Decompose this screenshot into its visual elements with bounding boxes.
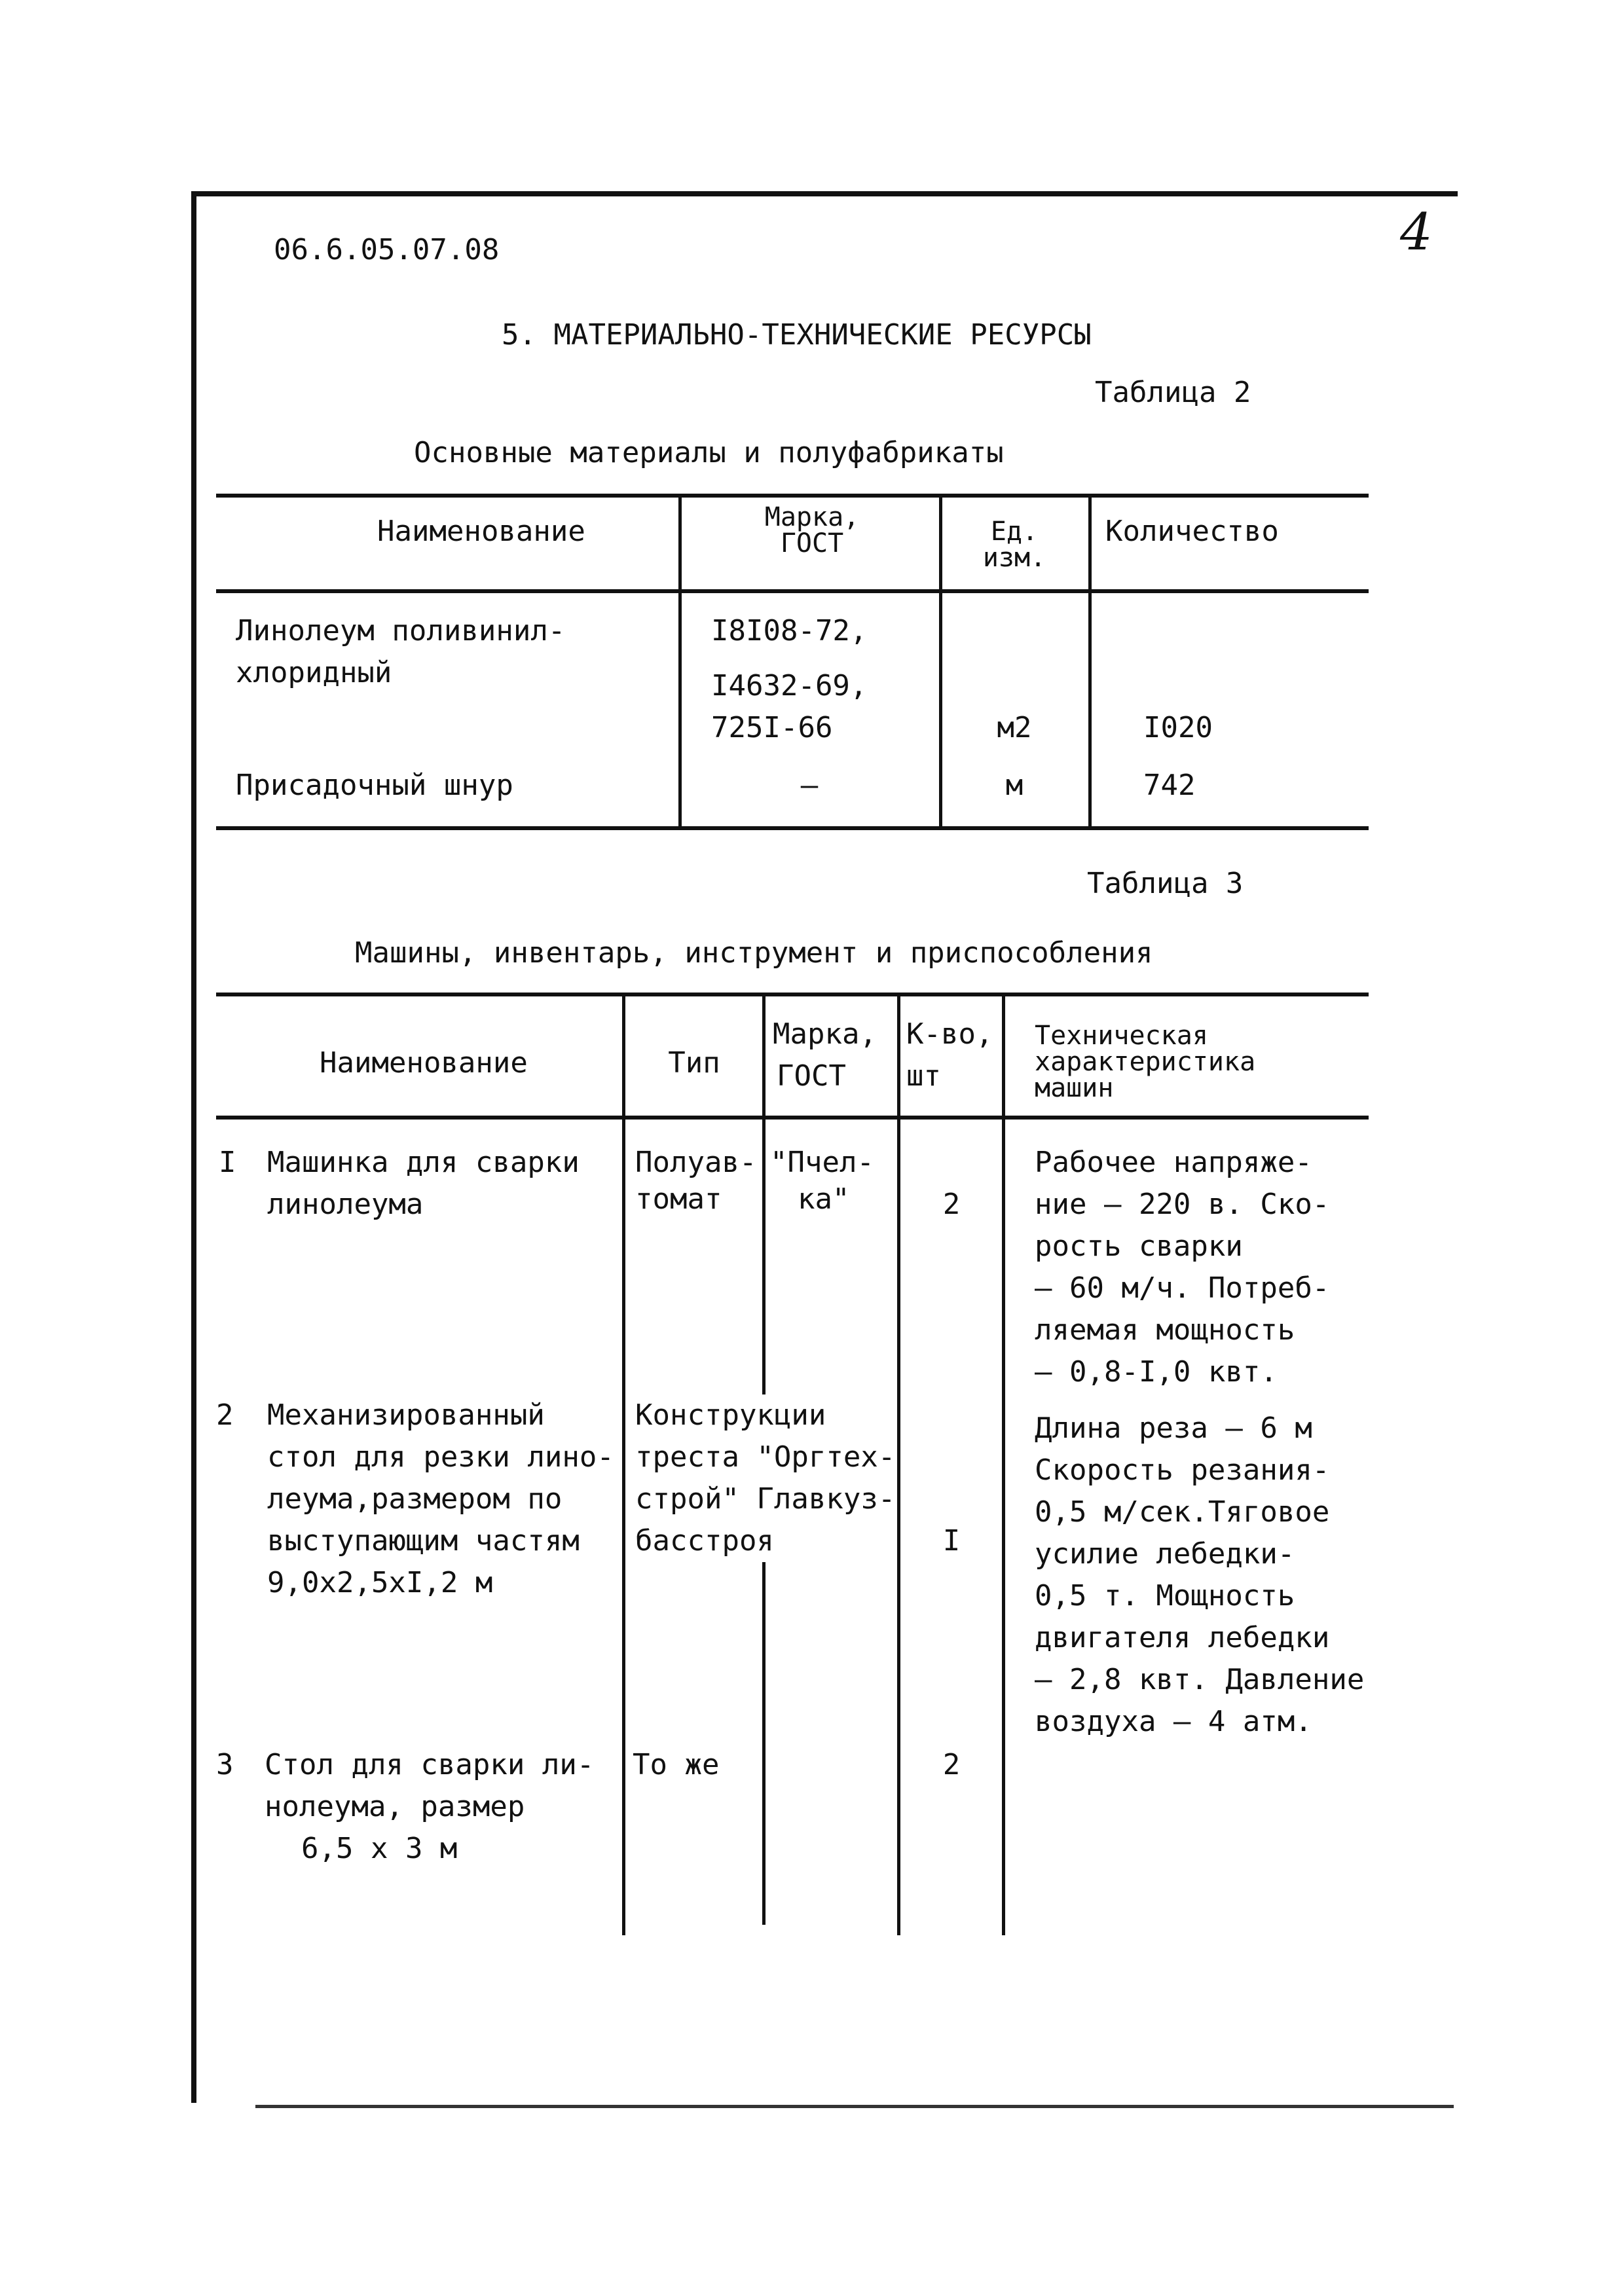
page-number: 4: [1400, 203, 1433, 262]
table3-row3-number: 3: [216, 1748, 234, 1781]
table3-header-tech-line1: Техническая: [1035, 1021, 1208, 1051]
table3-row2-count: I: [942, 1524, 961, 1558]
table2-row2-quantity: 742: [1143, 769, 1196, 802]
table3-col-divider: [1002, 993, 1005, 1935]
table3-row1-name-line1: Машинка для сварки: [267, 1146, 580, 1179]
table2-header-quantity: Количество: [1105, 515, 1279, 548]
table3-row2-type-line3: строй" Главкуз-: [635, 1478, 895, 1520]
table3-row2-tech-line4: усилие лебедки-: [1035, 1537, 1295, 1571]
table3-label: Таблица 3: [1087, 867, 1244, 900]
table3-row2-name-line1: Механизированный: [267, 1398, 545, 1432]
table3-row2-tech-line3: 0,5 м/сек.Тяговое: [1035, 1495, 1330, 1529]
table3-header-name: Наименование: [320, 1046, 528, 1080]
table3-row1-count: 2: [942, 1188, 961, 1221]
table3-header-tech-line3: машин: [1035, 1073, 1114, 1103]
table2-header-brand-line2: ГОСТ: [780, 528, 844, 558]
table2-header-name: Наименование: [377, 515, 585, 548]
table2-header-rule: [216, 589, 1369, 593]
table2-row1-brand-line3: 725I-66: [711, 711, 833, 744]
table2-row1-brand-line1: I8I08-72,: [711, 614, 868, 647]
table3-header-rule: [216, 1116, 1369, 1120]
page-frame-left-border: [191, 191, 196, 2103]
table3-row3-name-line3: 6,5 х 3 м: [301, 1832, 458, 1865]
table3-row1-name-line2: линолеума: [267, 1188, 424, 1221]
table3-header-count-line2: шт: [906, 1059, 941, 1093]
table2-row1-unit: м2: [997, 711, 1032, 744]
table3-row2-type-line1: Конструкции: [635, 1394, 826, 1436]
table3-caption: Машины, инвентарь, инструмент и приспособления: [355, 936, 1153, 970]
table3-row1-brand-line2: ка": [798, 1182, 850, 1216]
table3-row2-type-line4: басстроя: [635, 1520, 774, 1562]
table3-row2-number: 2: [216, 1398, 234, 1432]
table2-header-unit-line1: Ед.: [990, 517, 1039, 547]
table3-row2-tech-line8: воздуха – 4 атм.: [1035, 1705, 1312, 1738]
page-frame-top-border: [194, 191, 1458, 196]
table3-header-tech-line2: характеристика: [1035, 1047, 1256, 1077]
table2-row2-unit: м: [1005, 769, 1024, 802]
table3-col-divider: [622, 993, 625, 1935]
table3-top-rule: [216, 993, 1369, 996]
table3-row1-tech-line4: – 60 м/ч. Потреб-: [1035, 1271, 1330, 1305]
table3-row1-tech-line6: – 0,8-I,0 квт.: [1035, 1355, 1278, 1389]
table3-row1-type-line2: томат: [635, 1182, 722, 1216]
table3-header-brand-line1: Марка,: [773, 1017, 877, 1051]
table3-row2-name-line4: выступающим частям: [267, 1524, 580, 1558]
table3-header-type: Тип: [668, 1046, 720, 1080]
table2-bottom-rule: [216, 826, 1369, 830]
table3-row3-name-line2: нолеума, размер: [265, 1790, 525, 1823]
table2-row2-brand: –: [800, 769, 819, 802]
table3-row1-tech-line1: Рабочее напряже-: [1035, 1146, 1312, 1179]
table2-col-divider: [939, 494, 942, 830]
table3-col-divider: [897, 993, 900, 1935]
document-code: 06.6.05.07.08: [274, 233, 500, 266]
table3-header-brand-line2: ГОСТ: [777, 1059, 846, 1093]
table3-row2-name-line2: стол для резки лино-: [267, 1440, 614, 1474]
table3-header-count-line1: К-во,: [906, 1017, 993, 1051]
table2-row1-brand-line2: I4632-69,: [711, 669, 868, 702]
table3-row2-name-line3: леума,размером по: [267, 1482, 563, 1516]
table2-row1-name-line1: Линолеум поливинил-: [236, 614, 566, 647]
table3-row2-tech-line7: – 2,8 квт. Давление: [1035, 1663, 1365, 1696]
table3-row3-name-line1: Стол для сварки ли-: [265, 1748, 595, 1781]
table3-row2-tech-line1: Длина реза – 6 м: [1035, 1412, 1312, 1445]
table2-top-rule: [216, 494, 1369, 498]
table3-row2-tech-line5: 0,5 т. Мощность: [1035, 1579, 1295, 1613]
table2-row1-quantity: I020: [1143, 711, 1213, 744]
table2-header-unit-line2: изм.: [982, 543, 1046, 573]
table3-row2-type-line2: треста "Оргтех-: [635, 1436, 895, 1478]
table3-row2-name-line5: 9,0х2,5хI,2 м: [267, 1566, 493, 1599]
table3-row3-type: То же: [633, 1748, 720, 1781]
table3-row3-count: 2: [942, 1748, 961, 1781]
table2-row2-name: Присадочный шнур: [236, 769, 513, 802]
table3-row1-brand-line1: "Пчел-: [770, 1146, 874, 1179]
table2-caption: Основные материалы и полуфабрикаты: [414, 436, 1004, 469]
section-title: 5. МАТЕРИАЛЬНО-ТЕХНИЧЕСКИЕ РЕСУРСЫ: [502, 318, 1092, 352]
table3-row2-tech-line6: двигателя лебедки: [1035, 1621, 1330, 1654]
table2-header-brand-line1: Марка,: [764, 502, 860, 532]
table3-row1-tech-line5: ляемая мощность: [1035, 1313, 1295, 1347]
table2-label: Таблица 2: [1095, 376, 1251, 409]
table2-col-divider: [1088, 494, 1092, 830]
table3-row2-tech-line2: Скорость резания-: [1035, 1453, 1330, 1487]
table3-row1-tech-line2: ние – 220 в. Ско-: [1035, 1188, 1330, 1221]
table2-row1-name-line2: хлоридный: [236, 656, 392, 689]
table3-col-divider: [762, 1597, 766, 1925]
table3-row1-tech-line3: рость сварки: [1035, 1230, 1243, 1263]
table3-row1-number: I: [219, 1146, 236, 1179]
page-bottom-rule: [255, 2105, 1454, 2108]
table3-row1-type-line1: Полуав-: [635, 1146, 757, 1179]
